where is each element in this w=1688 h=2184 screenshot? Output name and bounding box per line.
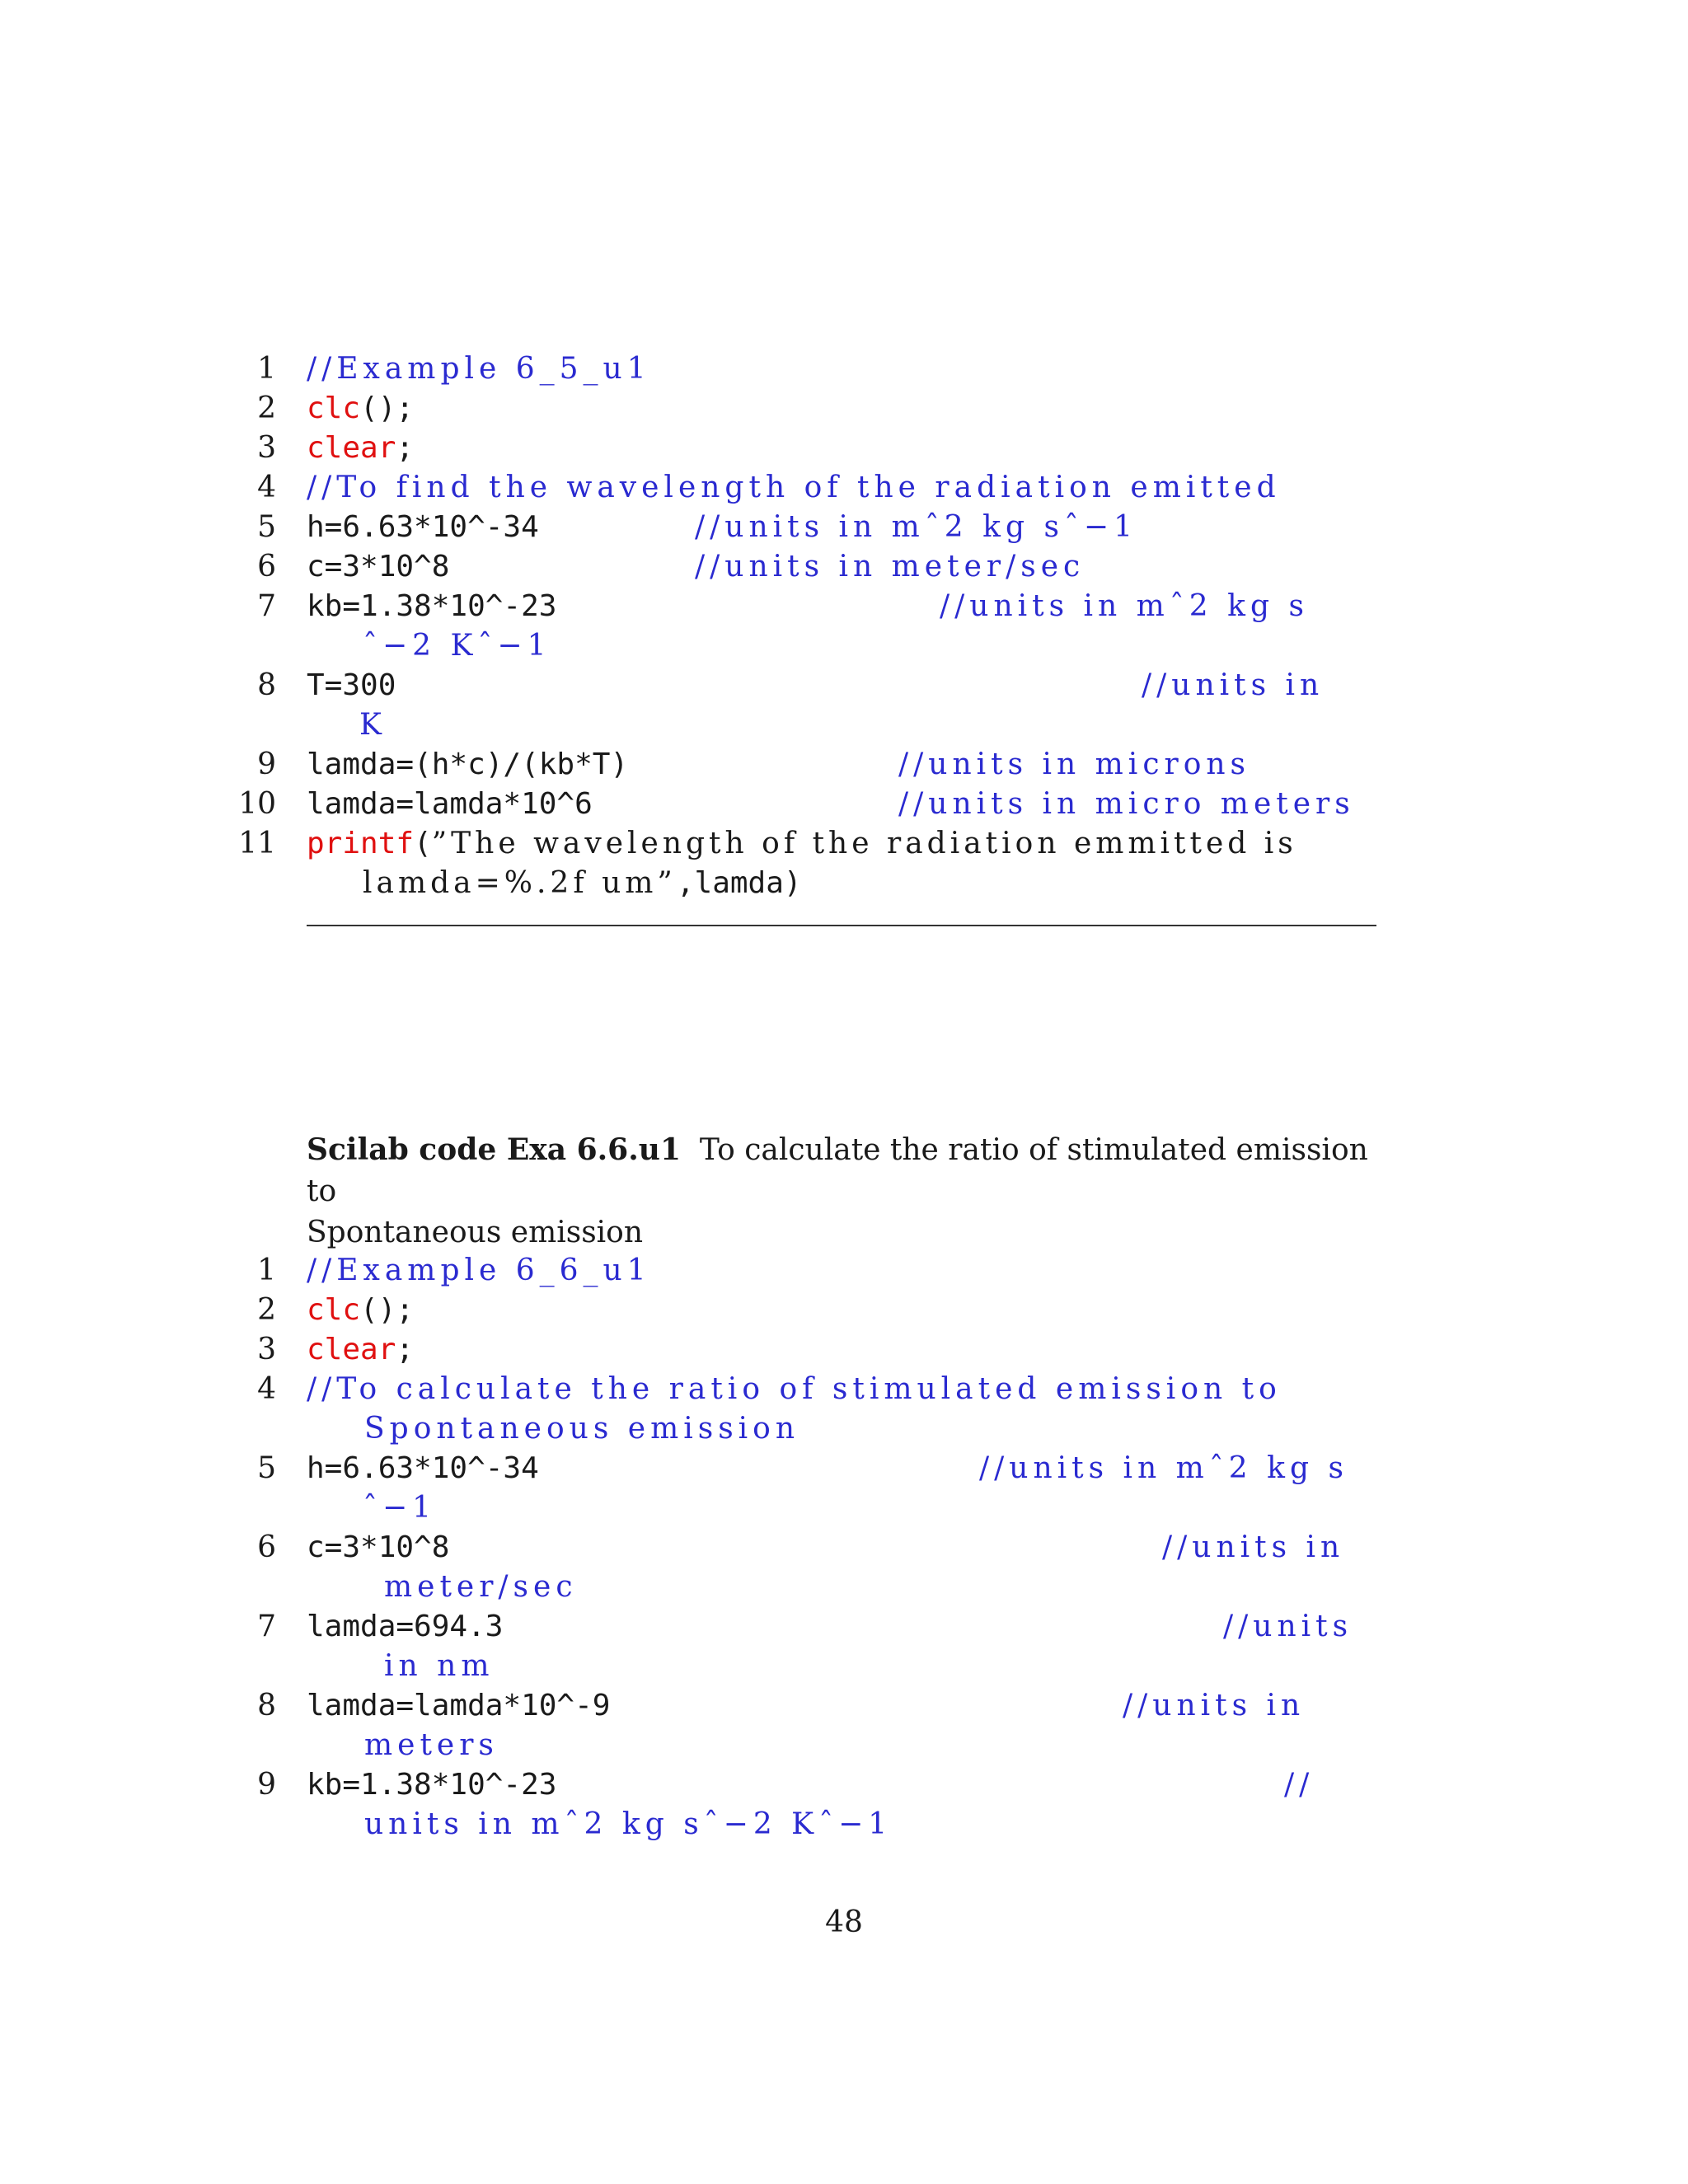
caption-label: Scilab code Exa 6.6.u1 <box>307 1132 681 1167</box>
code-line <box>0 824 1297 864</box>
code-comment: //units in <box>1142 668 1325 702</box>
code-comment: //Example 6_5_u1 <box>307 352 651 386</box>
code-comment: //units in meter/sec <box>695 550 1085 583</box>
code-line-continuation <box>0 1726 499 1765</box>
code-line <box>0 666 1325 705</box>
code-comment: //units <box>1223 1610 1353 1643</box>
code-line <box>0 745 1251 785</box>
code-comment: ˆ−2 Kˆ−1 <box>363 629 551 663</box>
code-line <box>0 1251 651 1291</box>
code-line <box>0 547 1085 587</box>
line-number: 3 <box>257 1333 276 1366</box>
caption-text: To calculate the ratio of stimulated emission to <box>307 1133 1368 1208</box>
code-text: lamda=(h*c)/(kb*T) <box>307 748 629 781</box>
code-comment: in nm <box>384 1649 495 1683</box>
code-paren: ( <box>414 827 432 860</box>
code-text: kb=1.38*10^-23 <box>307 589 557 623</box>
code-line <box>0 1449 1348 1488</box>
code-line-continuation <box>0 1647 495 1686</box>
listing-divider <box>307 925 1376 926</box>
code-rest: ; <box>396 431 415 465</box>
line-number: 7 <box>257 1610 276 1643</box>
line-number: 11 <box>238 827 276 860</box>
code-caption <box>307 1129 1378 1254</box>
code-text: lamda=694.3 <box>307 1610 504 1643</box>
line-number: 2 <box>257 1293 276 1327</box>
string-literal: ”The wavelength of the radiation emmitted is <box>431 827 1297 860</box>
code-text: T=300 <box>307 668 396 702</box>
code-line <box>0 1765 1315 1805</box>
code-line-continuation <box>0 705 387 745</box>
code-comment: //To calculate the ratio of stimulated emission to <box>307 1372 1282 1406</box>
keyword: clc <box>307 1293 361 1327</box>
code-comment: //Example 6_6_u1 <box>307 1254 651 1287</box>
code-rest: (); <box>360 391 415 425</box>
code-comment: //units in microns <box>898 748 1251 781</box>
code-line-continuation <box>0 1488 437 1528</box>
code-rest: ,lamda) <box>676 866 802 900</box>
code-line <box>0 1370 1282 1409</box>
line-number: 10 <box>238 787 276 821</box>
line-number: 2 <box>257 391 276 425</box>
code-text: c=3*10^8 <box>307 550 450 583</box>
code-line <box>0 508 1137 547</box>
code-text: c=3*10^8 <box>307 1530 450 1564</box>
code-text <box>307 1291 414 1330</box>
code-text <box>307 389 414 429</box>
code-text: kb=1.38*10^-23 <box>307 1768 557 1802</box>
code-line <box>0 1528 1345 1568</box>
code-line <box>0 1686 1306 1726</box>
line-number: 8 <box>257 668 276 702</box>
line-number: 4 <box>257 1372 276 1406</box>
line-number: 8 <box>257 1689 276 1722</box>
code-line <box>0 349 651 389</box>
keyword: clear <box>307 431 396 465</box>
code-line-continuation <box>0 626 551 666</box>
code-text <box>363 864 802 903</box>
code-comment: ˆ−1 <box>363 1491 437 1525</box>
code-line <box>0 785 1355 824</box>
code-rest: (); <box>360 1293 415 1327</box>
code-line-continuation <box>0 1805 893 1844</box>
line-number: 1 <box>257 1254 276 1287</box>
code-comment: // <box>1284 1768 1315 1802</box>
code-line <box>0 1607 1353 1647</box>
code-text: h=6.63*10^-34 <box>307 510 539 544</box>
code-comment: //units in micro meters <box>898 787 1355 821</box>
line-number: 5 <box>257 510 276 544</box>
code-comment: //units in <box>1162 1530 1345 1564</box>
code-rest: ; <box>396 1333 415 1366</box>
line-number: 6 <box>257 550 276 583</box>
keyword: clear <box>307 1333 396 1366</box>
code-comment: Spontaneous emission <box>364 1412 800 1446</box>
code-line-continuation <box>0 864 802 903</box>
code-line-continuation <box>0 1568 578 1607</box>
code-text: lamda=lamda*10^-9 <box>307 1689 611 1722</box>
code-text: h=6.63*10^-34 <box>307 1451 539 1485</box>
line-number: 7 <box>257 589 276 623</box>
line-number: 1 <box>257 352 276 386</box>
line-number: 9 <box>257 748 276 781</box>
code-comment: //units in mˆ2 kg s <box>979 1451 1348 1485</box>
code-line <box>0 389 415 429</box>
page-number: 48 <box>825 1905 863 1939</box>
code-text <box>307 824 1297 864</box>
code-comment: K <box>359 708 387 742</box>
code-comment: meter/sec <box>384 1570 578 1604</box>
code-comment: //units in mˆ2 kg sˆ−1 <box>695 510 1137 544</box>
code-text <box>307 1330 414 1370</box>
keyword: printf <box>307 827 415 860</box>
code-line <box>0 587 1309 626</box>
code-comment: //units in mˆ2 kg s <box>940 589 1309 623</box>
line-number: 3 <box>257 431 276 465</box>
code-line <box>0 1291 415 1330</box>
keyword: clc <box>307 391 361 425</box>
code-comment: meters <box>364 1728 499 1762</box>
line-number: 6 <box>257 1530 276 1564</box>
line-number: 5 <box>257 1451 276 1485</box>
code-line <box>0 1330 415 1370</box>
code-comment: //units in <box>1123 1689 1306 1722</box>
code-text: lamda=lamda*10^6 <box>307 787 593 821</box>
line-number: 9 <box>257 1768 276 1802</box>
caption-text-continued: Spontaneous emission <box>307 1216 644 1249</box>
code-text <box>307 429 414 468</box>
string-literal: lamda=%.2f um” <box>363 866 677 900</box>
code-comment: units in mˆ2 kg sˆ−2 Kˆ−1 <box>364 1807 893 1841</box>
code-line <box>0 429 415 468</box>
code-comment: //To find the wavelength of the radiation emitted <box>307 471 1281 504</box>
code-line <box>0 468 1281 508</box>
line-number: 4 <box>257 471 276 504</box>
code-line-continuation <box>0 1409 800 1449</box>
